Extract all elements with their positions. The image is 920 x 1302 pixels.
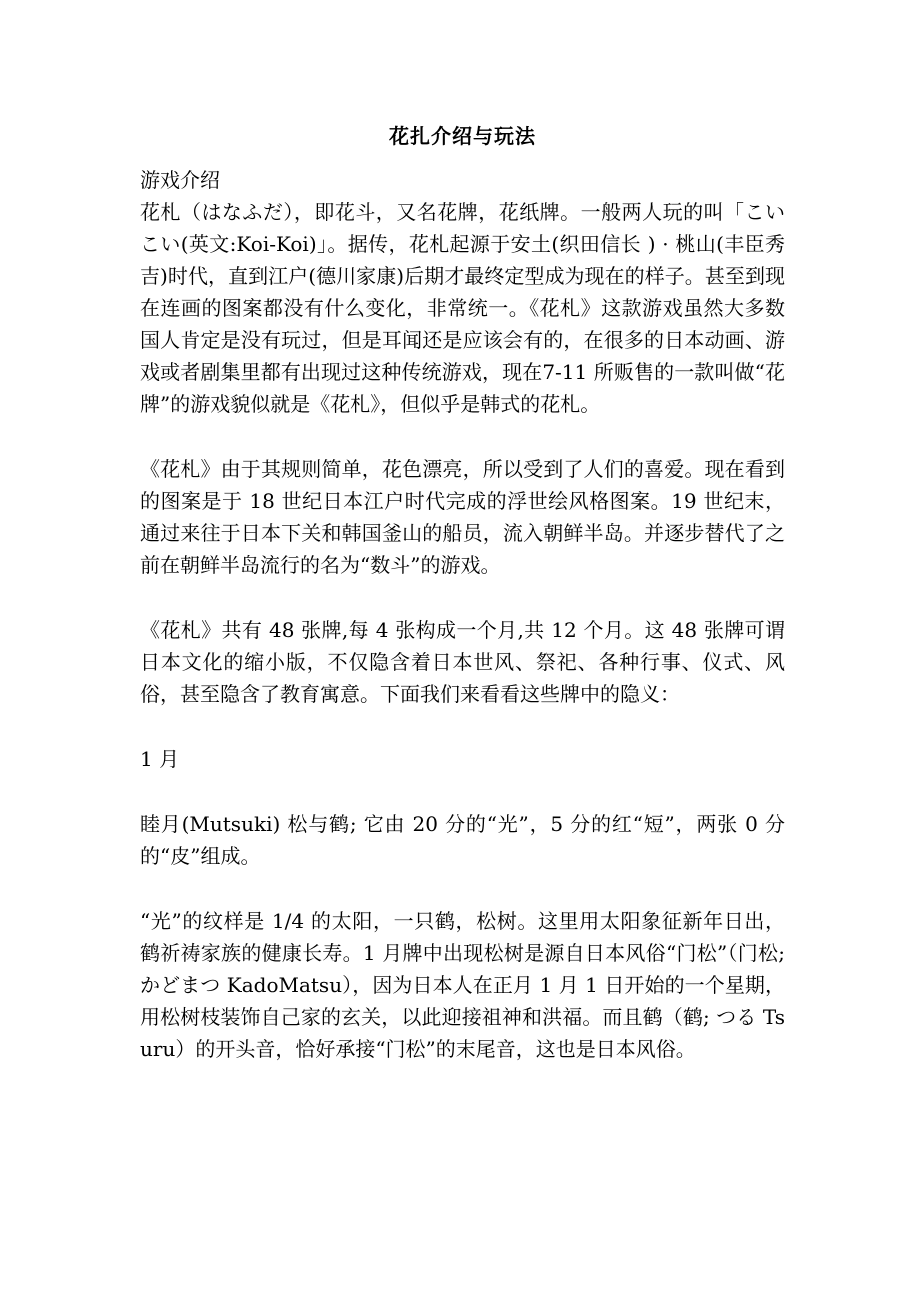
section-heading: 游戏介绍 xyxy=(140,168,220,192)
document-title: 花扎介绍与玩法 xyxy=(389,124,536,148)
paragraph-intro: 花札（はなふだ），即花斗，又名花牌，花纸牌。一般两人玩的叫「こいこい(英文:Koi-Koi)」。据传，花札起源于安土(织田信长 ) · 桃山(丰臣秀吉)时代，直到江户(德川家康)后期才最终定型成为现在的样子。甚至到现在连画的图案都没有什么变化，非常统一。《花札》这款游戏虽然大多数国人肯定是没有玩过，但是耳闻还是应该会有的，在很多的日本动画、游戏或者剧集里都有出现过这种传统游戏，现在7-11 所贩售的一款叫做“花牌”的游戏貌似就是《花札》，但似乎是韩式的花札。 xyxy=(140,200,785,416)
paragraph-card-count: 《花札》共有 48 张牌,每 4 张构成一个月,共 12 个月。这 48 张牌可谓日本文化的缩小版，不仅隐含着日本世风、祭祀、各种行事、仪式、风俗，甚至隐含了教育寓意。下面我们来看看这些牌中的隐义： xyxy=(140,618,785,706)
paragraph-january-cards: 睦月(Mutsuki) 松与鹤; 它由 20 分的“光”，5 分的红“短”，两张 0 分的“皮”组成。 xyxy=(140,812,785,868)
paragraph-popularity: 《花札》由于其规则简单，花色漂亮，所以受到了人们的喜爱。现在看到的图案是于 18 世纪日本江户时代完成的浮世绘风格图案。19 世纪末，通过来往于日本下关和韩国釜山的船员，流入朝鲜半岛。并逐步替代了之前在朝鲜半岛流行的名为“数斗”的游戏。 xyxy=(140,457,785,577)
document-page xyxy=(140,120,785,1098)
paragraph-january-meaning: “光”的纹样是 1/4 的太阳，一只鹤，松树。这里用太阳象征新年日出，鹤祈祷家族的健康长寿。1 月牌中出现松树是源自日本风俗“门松”（门松; かどまつ KadoMatsu），因为日本人在正月 1 月 1 日开始的一个星期，用松树枝装饰自己家的玄关，以此迎接祖神和洪福。而且鹤（鹤; つる Tsuru）的开头音，恰好承接“门松”的末尾音，这也是日本风俗。 xyxy=(140,909,785,1061)
month-heading: 1 月 xyxy=(140,747,180,771)
